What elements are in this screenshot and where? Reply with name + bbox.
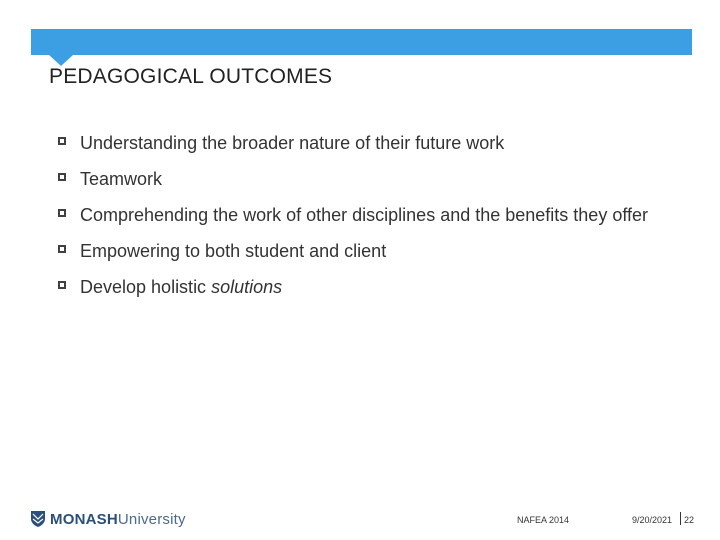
footer-separator [680, 512, 681, 525]
square-bullet-icon [58, 137, 66, 145]
logo-text-light: University [117, 510, 186, 528]
bullet-text-italic: solutions [211, 277, 283, 297]
square-bullet-icon [58, 281, 66, 289]
bullet-text: Teamwork [80, 169, 163, 189]
bullet-text: Understanding the broader nature of their future work [80, 133, 505, 153]
square-bullet-icon [58, 209, 66, 217]
bullet-item [58, 241, 698, 262]
footer-event: NAFEA 2014 [517, 515, 570, 525]
bullet-list [58, 133, 698, 313]
page-number: 22 [684, 515, 695, 525]
bullet-text: Develop holistic [80, 277, 212, 297]
logo-text-bold: MONASH [50, 510, 118, 528]
bullet-item [58, 169, 698, 190]
bullet-item [58, 277, 698, 298]
bullet-text: Comprehending the work of other disciplines and the benefits they offer [80, 205, 649, 225]
bullet-item [58, 133, 698, 154]
bullet-item [58, 205, 698, 226]
footer-date: 9/20/2021 [632, 515, 673, 525]
square-bullet-icon [58, 173, 66, 181]
header-accent-bar [31, 29, 692, 55]
slide-title: PEDAGOGICAL OUTCOMES [49, 65, 333, 88]
bullet-text: Empowering to both student and client [80, 241, 387, 261]
monash-shield-icon [30, 510, 46, 528]
monash-logo [30, 509, 186, 529]
square-bullet-icon [58, 245, 66, 253]
